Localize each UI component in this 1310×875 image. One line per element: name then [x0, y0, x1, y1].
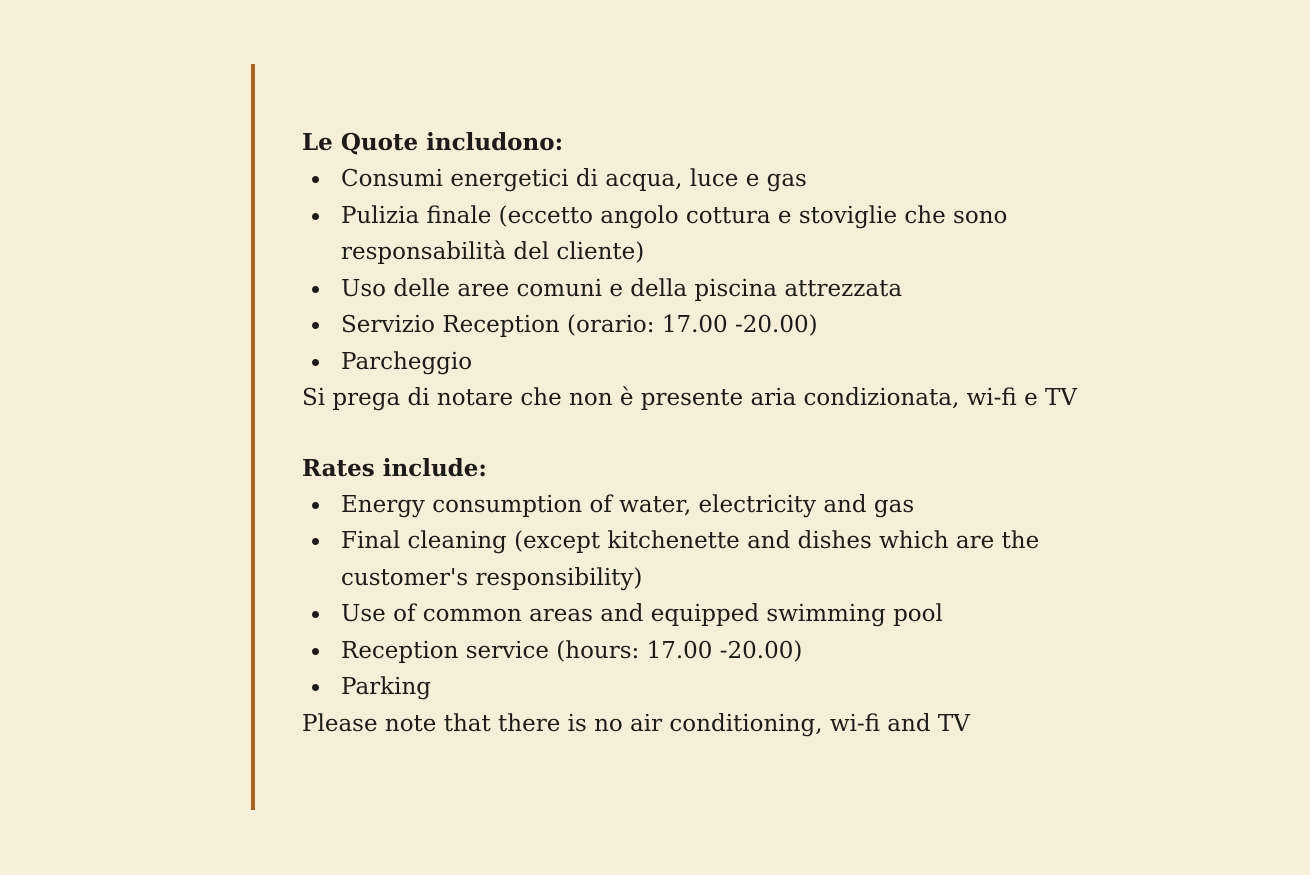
- list-item: [302, 596, 1202, 633]
- bullet-icon: [312, 502, 319, 509]
- list-item: [302, 487, 1202, 524]
- english-title: Rates include:: [302, 454, 487, 482]
- list-item-text: Reception service (hours: 17.00 -20.00): [341, 637, 803, 664]
- list-item: [302, 523, 1111, 596]
- list-item-text: Uso delle aree comuni e della piscina attrezzata: [341, 275, 903, 302]
- bullet-icon: [312, 538, 319, 545]
- english-note: Please note that there is no air conditioning, wi-fi and TV: [302, 710, 970, 737]
- list-item-text: Final cleaning (except kitchenette and dishes which are the customer's responsibility): [341, 528, 1040, 591]
- bullet-icon: [312, 213, 319, 220]
- list-item: [302, 669, 1202, 706]
- list-item: [302, 307, 1202, 344]
- english-section: [302, 450, 1202, 743]
- list-item-text: Parcheggio: [341, 348, 473, 375]
- bullet-icon: [312, 359, 319, 366]
- bullet-icon: [312, 286, 319, 293]
- list-item: [302, 344, 1202, 381]
- bullet-icon: [312, 611, 319, 618]
- list-item: [302, 633, 1202, 670]
- list-item-text: Energy consumption of water, electricity and gas: [341, 491, 915, 518]
- list-item: [302, 271, 1202, 308]
- list-item: [302, 198, 1041, 271]
- list-item: [302, 161, 1202, 198]
- list-item-text: Consumi energetici di acqua, luce e gas: [341, 166, 807, 192]
- list-item-text: Pulizia finale (eccetto angolo cottura e stoviglie che sono responsabilità del cliente): [341, 202, 1008, 265]
- bullet-icon: [312, 684, 319, 691]
- english-list: [302, 487, 1202, 706]
- italian-section: [302, 124, 1202, 417]
- list-item-text: Use of common areas and equipped swimming pool: [341, 601, 943, 627]
- bullet-icon: [312, 176, 319, 183]
- bullet-icon: [312, 648, 319, 655]
- bullet-icon: [312, 322, 319, 329]
- list-item-text: Servizio Reception (orario: 17.00 -20.00): [341, 312, 818, 338]
- accent-bar: [251, 64, 255, 810]
- list-item-text: Parking: [341, 674, 431, 700]
- italian-note: Si prega di notare che non è presente aria condizionata, wi-fi e TV: [302, 385, 1077, 411]
- italian-title: Le Quote includono:: [302, 129, 564, 156]
- rates-content: [302, 124, 1202, 742]
- italian-list: [302, 161, 1202, 380]
